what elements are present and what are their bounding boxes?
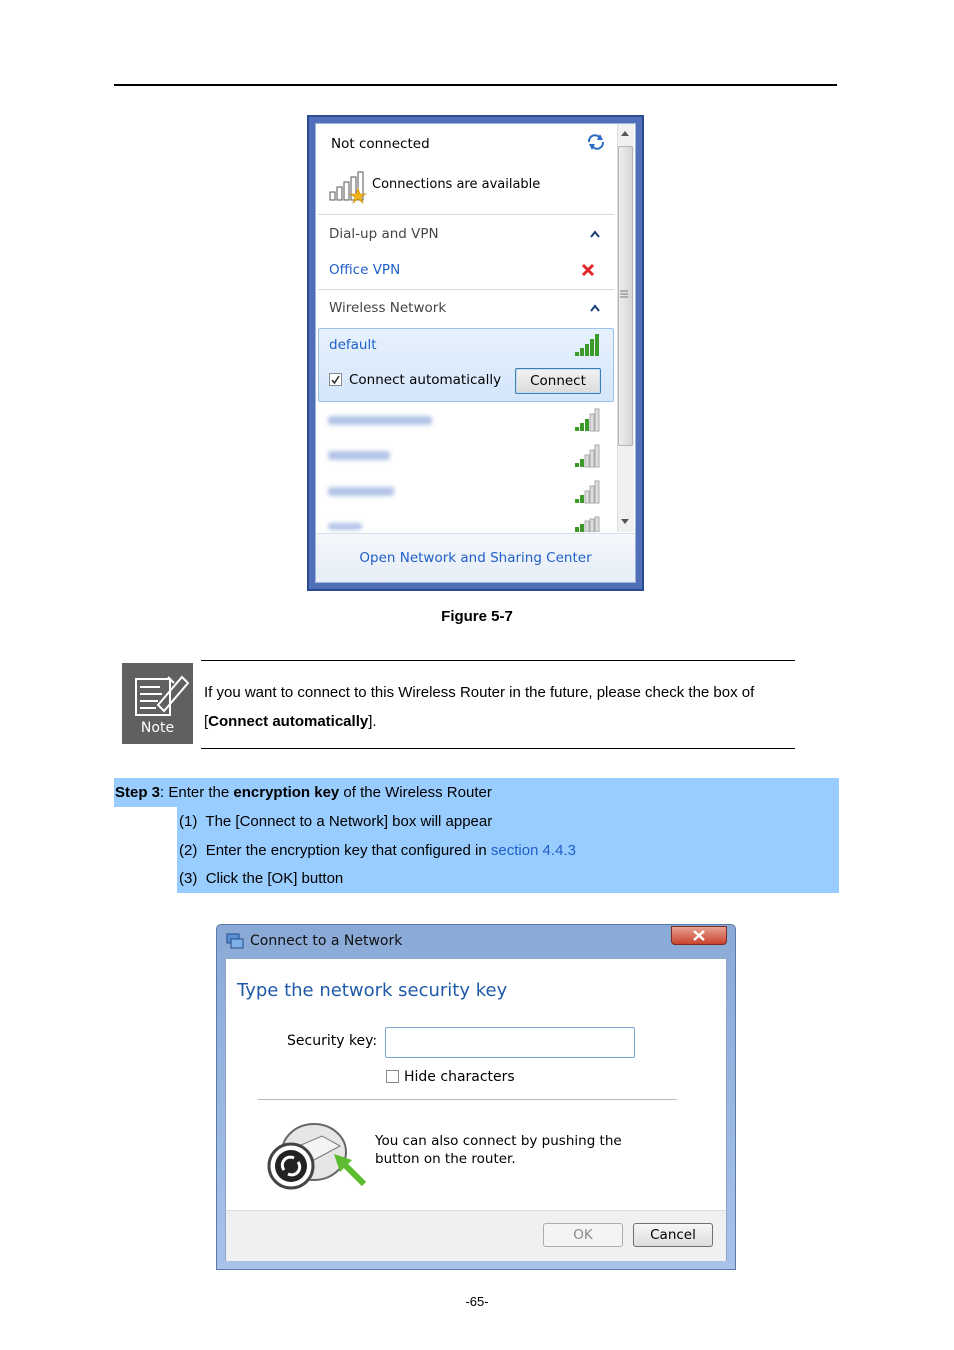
status-title: Not connected [331,136,430,152]
blurred-network-name[interactable] [328,416,432,425]
status-detail: Connections are available [372,177,541,192]
refresh-icon[interactable] [586,133,606,151]
wifi-signal-icon [574,333,602,357]
wireless-network-name[interactable]: default [329,337,377,353]
open-network-sharing-center-link[interactable]: Open Network and Sharing Center [359,550,592,566]
step-item: (1) The [Connect to a Network] box will appear [179,813,493,830]
section-wireless-network: Wireless Network [329,300,447,316]
divider [258,1099,677,1100]
cancel-button[interactable]: Cancel [633,1223,713,1247]
step-item: (2) Enter the encryption key that configured in section 4.4.3 [179,842,576,859]
connect-automatically-checkbox[interactable] [329,373,342,386]
note-icon-label: Note [140,720,175,736]
note-icon [122,663,193,744]
blurred-network-name[interactable] [328,451,390,460]
section-dialup-vpn: Dial-up and VPN [329,226,439,242]
figure-caption: Figure 5-7 [441,608,513,625]
step-item: (3) Click the [OK] button [179,870,344,887]
dialog-title: Connect to a Network [250,933,403,949]
note-bottom-rule [201,748,795,749]
disconnected-x-icon [581,263,595,277]
header-rule [114,84,837,86]
page-number: -65- [465,1294,489,1309]
note-top-rule [201,660,795,661]
wifi-signal-icon [574,444,602,468]
security-key-label: Security key: [287,1033,378,1049]
hide-characters-label: Hide characters [404,1069,515,1085]
network-signal-star-icon [329,170,369,204]
network-app-icon [226,932,244,949]
dialog-heading: Type the network security key [237,980,508,1001]
blurred-network-name[interactable] [328,487,394,496]
connect-button[interactable]: Connect [515,368,601,394]
note-text: If you want to connect to this Wireless Router in the future, please check the box of [Connect automatically]. [204,684,755,730]
divider [318,214,614,215]
scroll-up-arrow-icon[interactable] [620,129,630,137]
collapse-chevron-icon[interactable] [589,303,601,313]
wifi-signal-icon [574,516,602,532]
close-icon[interactable] [672,927,726,944]
push-button-hint: You can also connect by pushing the button on the router. [375,1133,622,1167]
vpn-connection-office[interactable]: Office VPN [329,262,401,278]
hide-characters-checkbox[interactable] [386,1070,399,1083]
security-key-input[interactable] [385,1027,635,1058]
section-link[interactable]: section 4.4.3 [490,842,576,859]
step-heading: Step 3: Enter the encryption key of the Wireless Router [115,784,492,801]
blurred-network-name[interactable] [328,523,362,530]
close-button[interactable] [671,926,727,945]
divider [318,289,614,290]
wifi-signal-icon [574,408,602,432]
ok-button[interactable]: OK [543,1223,623,1247]
collapse-chevron-icon[interactable] [589,229,601,239]
connect-automatically-label: Connect automatically [349,372,502,388]
scroll-grip-icon [620,290,628,298]
router-push-button-icon [264,1118,372,1194]
scroll-down-arrow-icon[interactable] [620,518,630,526]
wifi-signal-icon [574,480,602,504]
